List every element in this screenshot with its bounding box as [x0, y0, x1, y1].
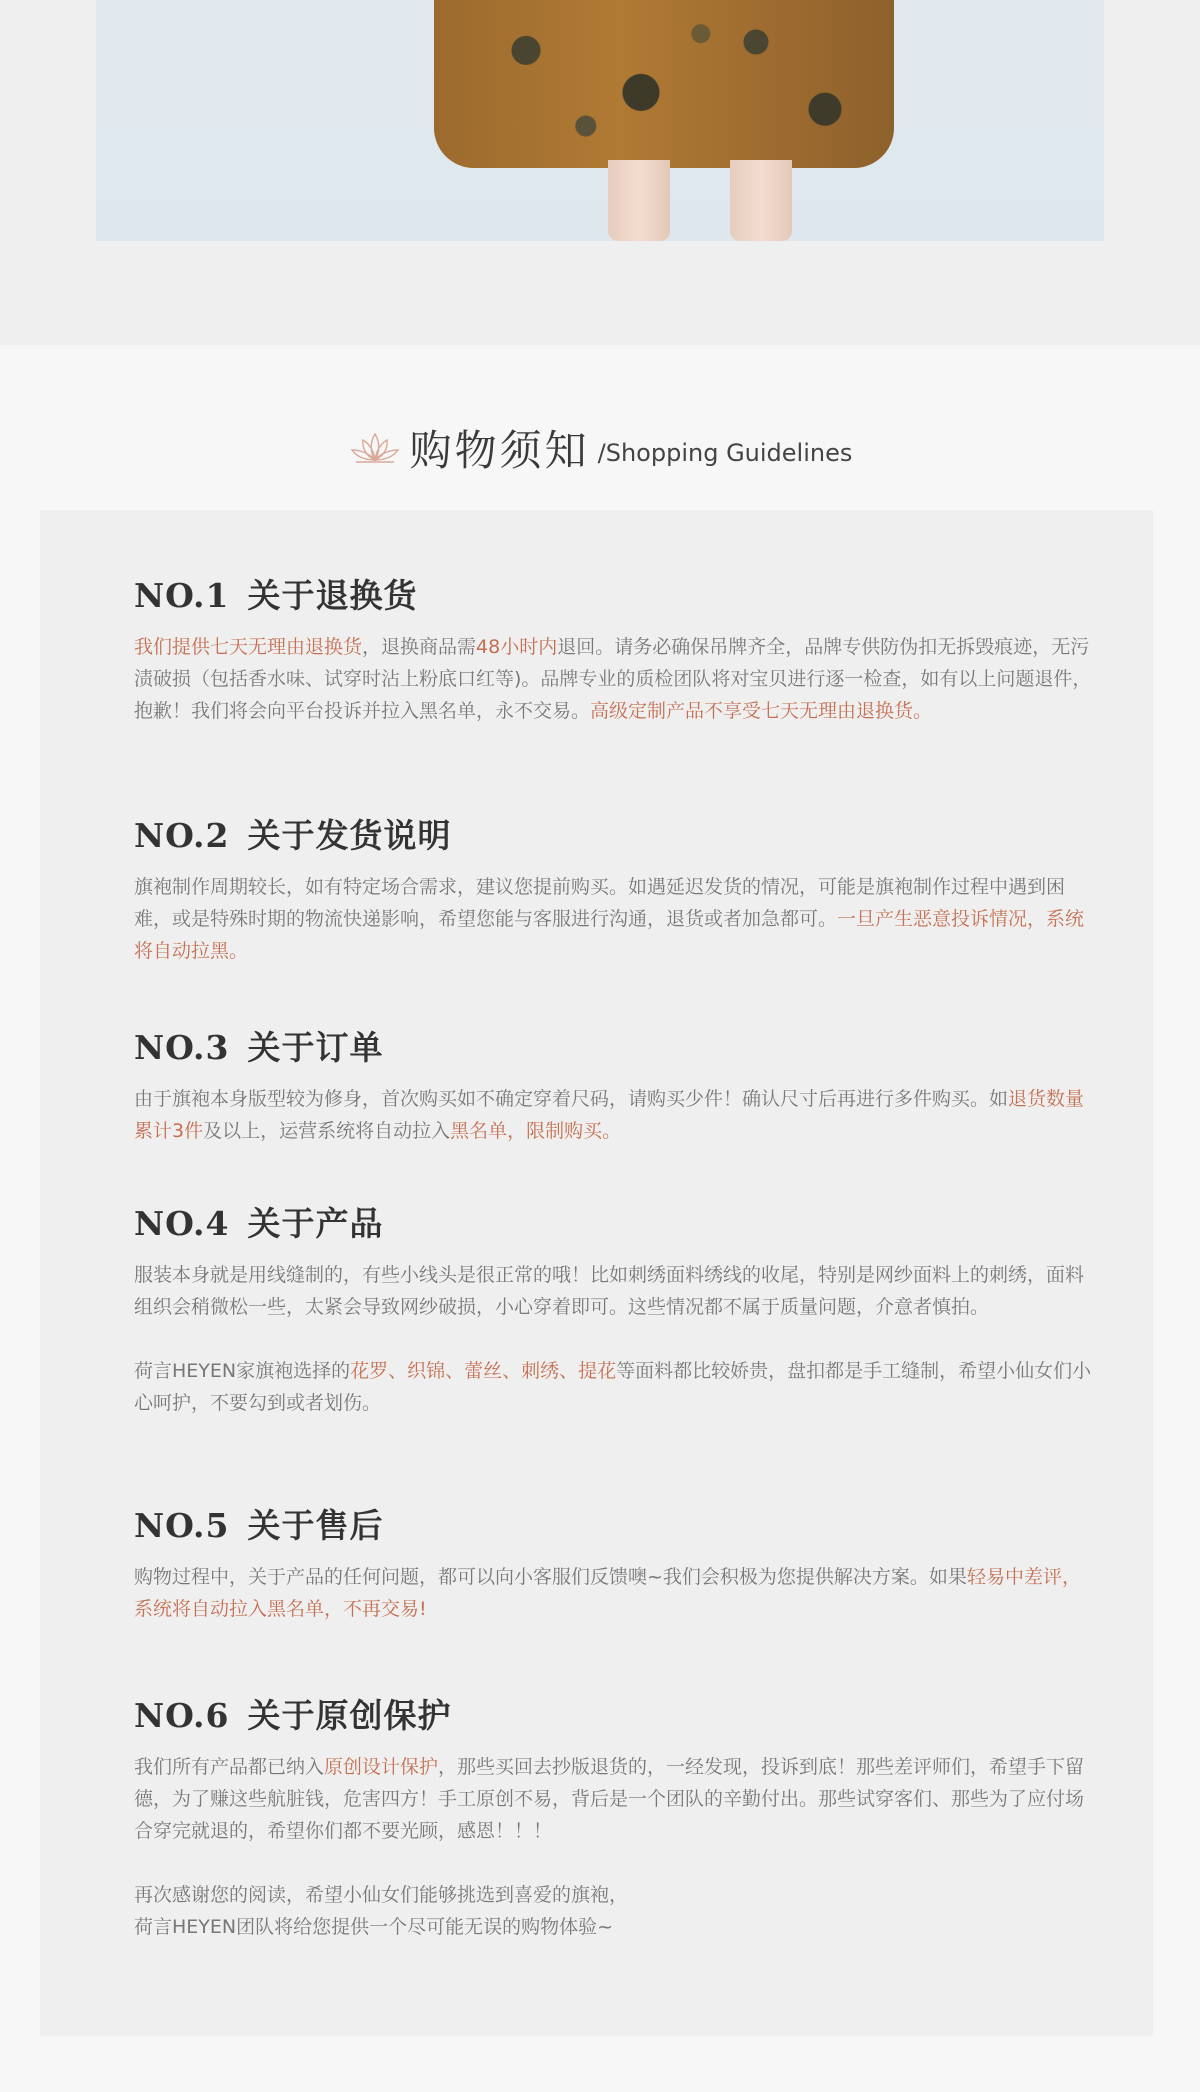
section-paragraph [134, 1879, 1094, 1943]
section-title [134, 1500, 1124, 1547]
product-photo-band [0, 0, 1200, 345]
highlight-text: 48小时内 [476, 636, 558, 658]
lotus-icon [348, 430, 402, 466]
highlight-text: 花罗、织锦、蕾丝、刺绣、提花 [350, 1360, 617, 1382]
qipao-dress-photo [96, 0, 1104, 241]
section-paragraph [134, 1083, 1094, 1147]
section-original-protection [134, 1690, 1124, 1943]
highlight-text: 轻易中差评，系统将自动拉入黑名单，不再交易! [134, 1566, 1081, 1620]
highlight-text: 原创设计保护 [324, 1756, 439, 1778]
highlight-text: 一旦产生恶意投诉情况，系统将自动拉黑。 [134, 908, 1085, 962]
body-text: 购物过程中，关于产品的任何问题，都可以向小客服们反馈噢~我们会积极为您提供解决方案。如果 [134, 1566, 967, 1588]
section-title-text: 关于退换货 [247, 576, 418, 615]
highlight-text: 黑名单，限制购买。 [450, 1120, 622, 1142]
section-paragraph [134, 871, 1094, 967]
body-text: 荷言HEYEN家旗袍选择的 [134, 1360, 351, 1382]
section-number: NO.6 [134, 1696, 230, 1735]
body-text: ，退换商品需 [362, 636, 477, 658]
dress-hem [434, 0, 894, 168]
body-text: ，那些买回去抄版退货的，一经发现，投诉到底！那些差评师们，希望手下留德，为了赚这些航脏钱，危害四方！手工原创不易，背后是一个团队的辛勤付出。那些试穿客们、那些为了应付场合穿完就退的，希望你们都不要光顾，感恩！！！ [134, 1756, 1085, 1842]
section-number: NO.2 [134, 816, 230, 855]
heading-title-en: /Shopping Guidelines [597, 439, 853, 467]
section-title-text: 关于发货说明 [247, 816, 452, 855]
body-text: 旗袍制作周期较长，如有特定场合需求，建议您提前购买。如遇延迟发货的情况，可能是旗袍制作过程中遇到困难，或是特殊时期的物流快递影响，希望您能与客服进行沟通，退货或者加急都可。 [134, 876, 1066, 930]
shopping-guidelines-heading [0, 418, 1200, 478]
section-title [134, 810, 1124, 857]
section-paragraph [134, 1259, 1094, 1323]
section-after-sales [134, 1500, 1124, 1625]
body-text: 服装本身就是用线缝制的，有些小线头是很正常的哦！比如刺绣面料绣线的收尾，特别是网纱面料上的刺绣，面料组织会稍微松一些，太紧会导致网纱破损，小心穿着即可。这些情况都不属于质量问题，介意者慎拍。 [134, 1264, 1085, 1318]
section-shipping [134, 810, 1124, 967]
body-text: 由于旗袍本身版型较为修身，首次购买如不确定穿着尺码，请购买少件！确认尺寸后再进行多件购买。如 [134, 1088, 1009, 1110]
section-number: NO.5 [134, 1506, 230, 1545]
body-text: 再次感谢您的阅读，希望小仙女们能够挑选到喜爱的旗袍， 荷言HEYEN团队将给您提供一个尽可能无误的购物体验~ [134, 1884, 629, 1938]
section-products [134, 1198, 1124, 1419]
section-title [134, 1690, 1124, 1737]
section-title [134, 1022, 1124, 1069]
body-text: 我们所有产品都已纳入 [134, 1756, 325, 1778]
model-leg-right [730, 160, 792, 241]
highlight-text: 我们提供七天无理由退换货 [134, 636, 363, 658]
section-title-text: 关于产品 [247, 1204, 384, 1243]
section-paragraph [134, 1561, 1094, 1625]
paragraph-spacer [134, 1847, 1124, 1879]
section-number: NO.1 [134, 576, 230, 615]
section-paragraph [134, 1751, 1094, 1847]
section-title [134, 570, 1124, 617]
section-title-text: 关于订单 [247, 1028, 384, 1067]
model-leg-left [608, 160, 670, 241]
body-text: 及以上，运营系统将自动拉入 [203, 1120, 451, 1142]
guidelines-card [40, 510, 1153, 2036]
section-paragraph [134, 631, 1094, 727]
section-title-text: 关于原创保护 [247, 1696, 452, 1735]
section-number: NO.4 [134, 1204, 230, 1243]
heading-title-cn: 购物须知 [409, 426, 590, 475]
section-returns [134, 570, 1124, 727]
body-text: 等面料都比较娇贵，盘扣都是手工缝制，希望小仙女们小心呵护，不要勾到或者划伤。 [134, 1360, 1092, 1414]
highlight-text: 退货数量累计3件 [134, 1088, 1085, 1142]
body-text: 退回。请务必确保吊牌齐全，品牌专供防伪扣无拆毁痕迹，无污渍破损（包括香水味、试穿时沾上粉底口红等)。品牌专业的质检团队将对宝贝进行逐一检查，如有以上问题退件，抱歉！我们将会向平台投诉并拉入黑名单，永不交易。 [134, 636, 1092, 722]
section-title [134, 1198, 1124, 1245]
section-number: NO.3 [134, 1028, 230, 1067]
section-title-text: 关于售后 [247, 1506, 384, 1545]
section-orders [134, 1022, 1124, 1147]
paragraph-spacer [134, 1323, 1124, 1355]
section-paragraph [134, 1355, 1094, 1419]
highlight-text: 高级定制产品不享受七天无理由退换货。 [590, 700, 933, 722]
